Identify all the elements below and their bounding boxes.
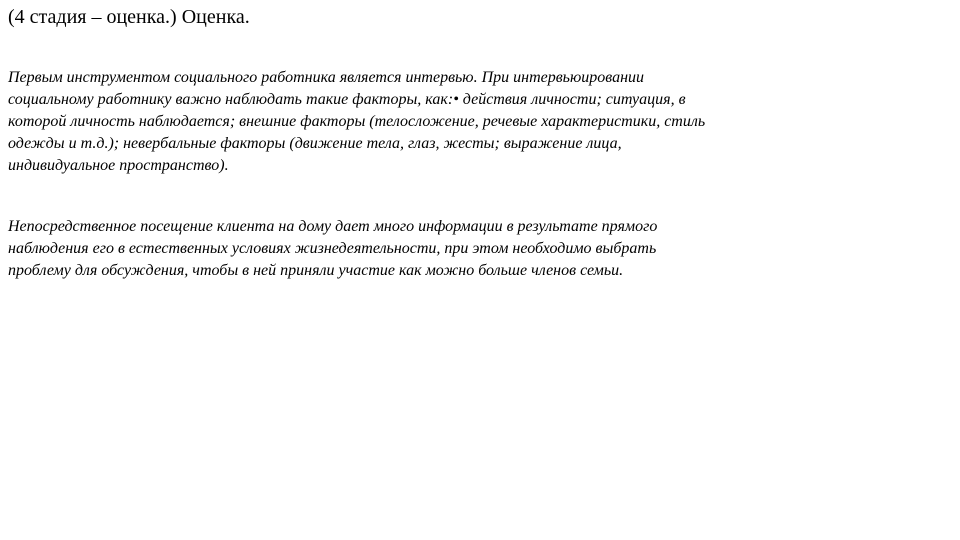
paragraph-interview bbox=[8, 67, 908, 177]
text-line: Непосредственное посещение клиента на дому дает много информации в результате прямого bbox=[8, 218, 658, 235]
text-line: одежды и т.д.); невербальные факторы (движение тела, глаз, жесты; выражение лица, bbox=[8, 135, 622, 152]
text-line: Первым инструментом социального работника является интервью. При интервьюировании bbox=[8, 69, 645, 86]
text-line: индивидуальное пространство). bbox=[8, 157, 229, 174]
slide-title: (4 стадия – оценка.) Оценка. bbox=[8, 6, 250, 28]
text-line: которой личность наблюдается; внешние факторы (телосложение, речевые характеристики, стиль bbox=[8, 113, 706, 130]
paragraph-home-visit bbox=[8, 216, 908, 282]
text-line: наблюдения его в естественных условиях жизнедеятельности, при этом необходимо выбрать bbox=[8, 240, 657, 257]
text-line: проблему для обсуждения, чтобы в ней приняли участие как можно больше членов семьи. bbox=[8, 262, 624, 279]
text-line: социальному работнику важно наблюдать такие факторы, как:• действия личности; ситуация, в bbox=[8, 91, 686, 108]
